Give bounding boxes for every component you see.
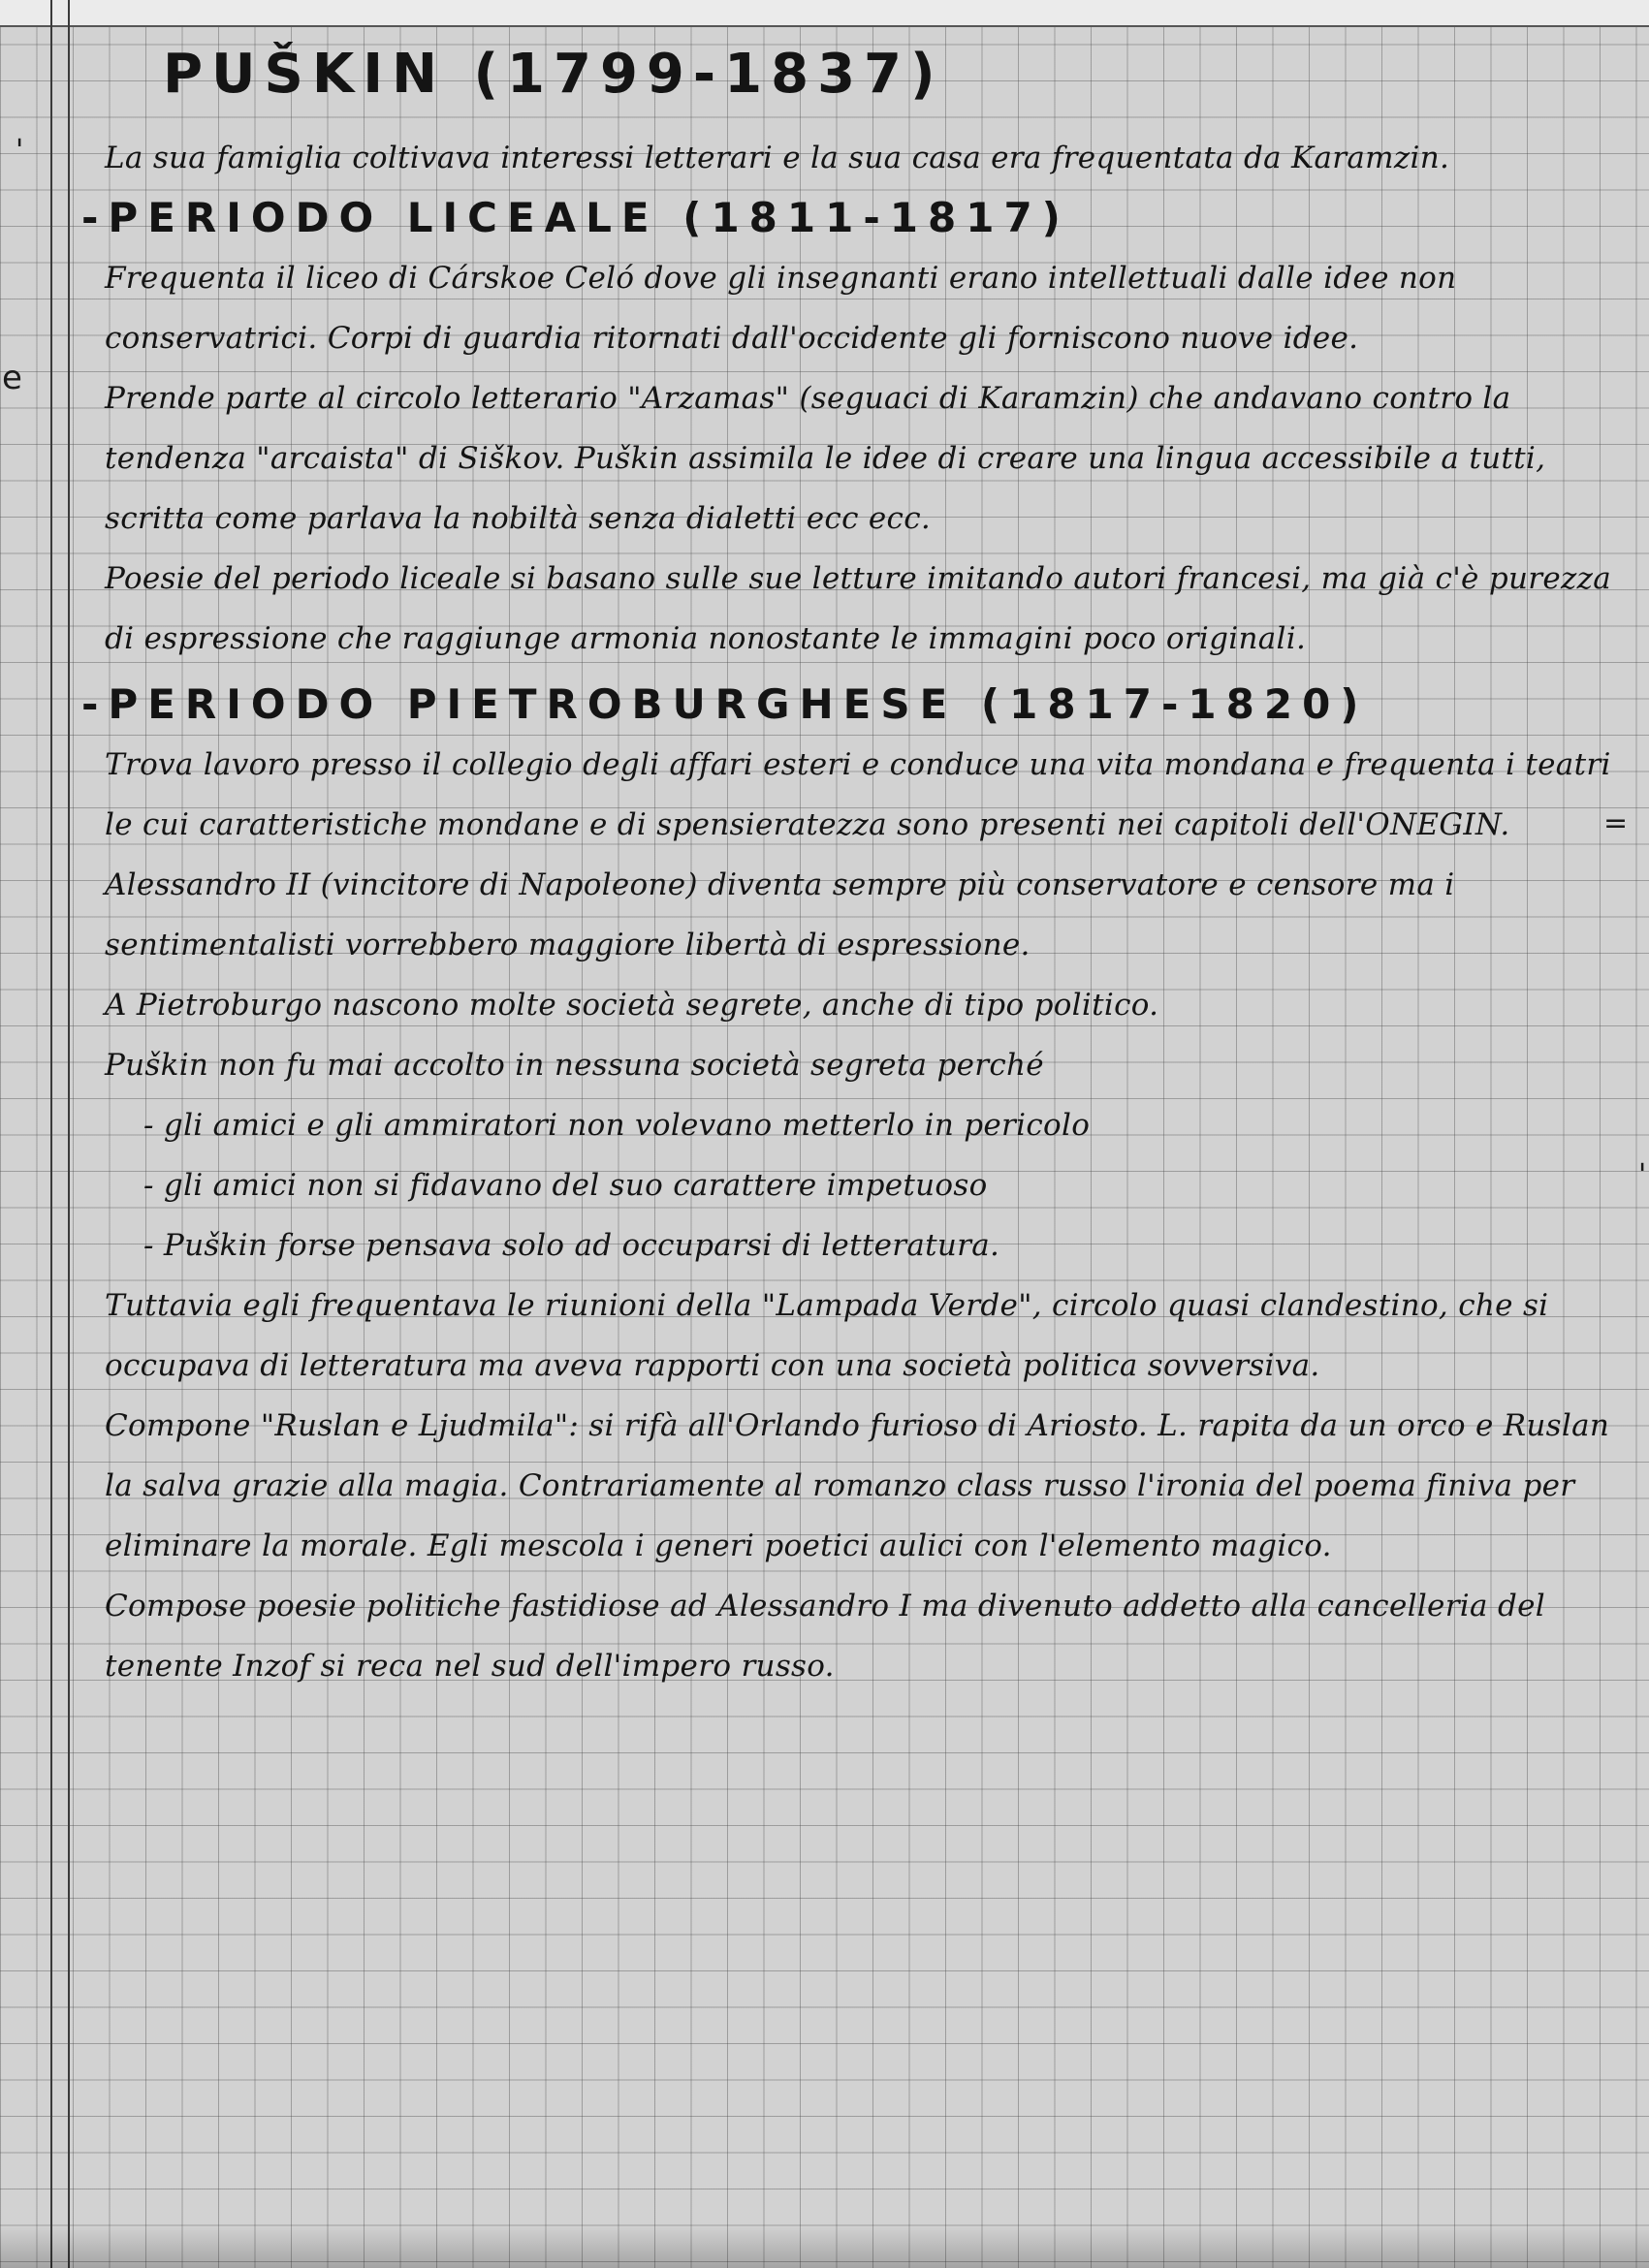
page-top-edge xyxy=(0,0,1649,27)
margin-line xyxy=(50,0,52,2268)
margin-mark: = xyxy=(1603,806,1629,840)
section-heading-pietroburghese: -PERIODO PIETROBURGHESE (1817-1820) xyxy=(81,680,1369,728)
margin-mark: e xyxy=(2,359,22,397)
paragraph: A Pietroburgo nascono molte società segrete, anche di tipo politico. xyxy=(105,988,1159,1023)
paragraph: Compose poesie politiche fastidiose ad Alessandro I ma divenuto addetto alla cancelleria del tenente Inzof si reca nel sud dell'impero russo. xyxy=(105,1589,1545,1684)
list-item: - gli amici non si fidavano del suo carattere impetuoso xyxy=(143,1168,988,1203)
section-heading-liceale: -PERIODO LICEALE (1811-1817) xyxy=(81,194,1070,241)
intro-paragraph: La sua famiglia coltivava interessi letterari e la sua casa era frequentata da Karamzin. xyxy=(105,141,1450,175)
page-title: PUŠKIN (1799-1837) xyxy=(163,43,944,106)
paragraph: Frequenta il liceo di Cárskoe Celó dove gli insegnanti erano intellettuali dalle idee non conservatrici. Corpi di guardia ritornati dall'occidente gli forniscono nuove idee. xyxy=(105,261,1457,356)
page-bottom-shadow xyxy=(0,2225,1649,2268)
paragraph: Prende parte al circolo letterario "Arzamas" (seguaci di Karamzin) che andavano contro la tendenza "arcaista" di Siškov. Puškin assimila le idee di creare una lingua accessibile a tutti, scritta come parlava la nobiltà senza dialetti ecc ecc. xyxy=(105,381,1546,536)
list-item: - Puškin forse pensava solo ad occuparsi di letteratura. xyxy=(143,1228,1000,1263)
paragraph: Compone "Ruslan e Ljudmila": si rifà all'Orlando furioso di Ariosto. L. rapita da un orco e Ruslan la salva grazie alla magia. Contrariamente al romanzo class russo l'ironia del poema finiva per eliminare la morale. Egli mescola i generi poetici aulici con l'elemento magico. xyxy=(105,1408,1610,1563)
paragraph: Trova lavoro presso il collegio degli affari esteri e conduce una vita mondana e frequenta i teatri le cui caratteristiche mondane e di spensieratezza sono presenti nei capitoli dell'ONEGIN. xyxy=(105,747,1611,842)
margin-mark: ' xyxy=(16,134,24,168)
paragraph: Poesie del periodo liceale si basano sulle sue letture imitando autori francesi, ma già c'è purezza di espressione che raggiunge armonia nonostante le immagini poco originali. xyxy=(105,561,1612,656)
paragraph: Alessandro II (vincitore di Napoleone) diventa sempre più conservatore e censore ma i sentimentalisti vorrebbero maggiore libertà di espressione. xyxy=(105,867,1455,962)
paragraph: Puškin non fu mai accolto in nessuna società segreta perché xyxy=(105,1048,1044,1083)
handwritten-notes xyxy=(81,35,1636,1696)
list-item: - gli amici e gli ammiratori non volevano metterlo in pericolo xyxy=(143,1108,1091,1143)
paragraph: Tuttavia egli frequentava le riunioni della "Lampada Verde", circolo quasi clandestino, che si occupava di letteratura ma aveva rapporti con una società politica sovversiva. xyxy=(105,1288,1549,1383)
margin-line-inner xyxy=(68,0,70,2268)
margin-mark: ' xyxy=(1638,1158,1647,1192)
